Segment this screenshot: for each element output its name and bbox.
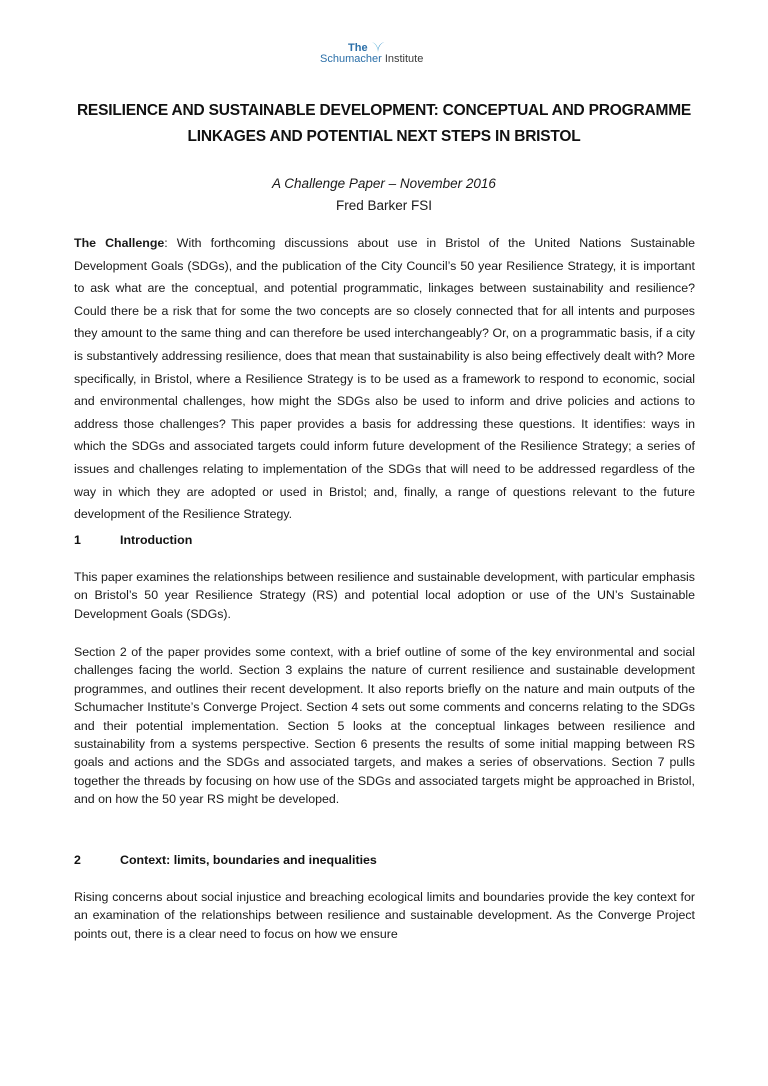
- document-author: Fred Barker FSI: [335, 198, 433, 213]
- document-subtitle: A Challenge Paper – November 2016: [272, 176, 496, 191]
- section-1-number: 1: [74, 533, 81, 547]
- logo-name-part1: Schumacher: [320, 53, 382, 65]
- logo-name: [320, 53, 423, 65]
- schumacher-institute-logo: [320, 42, 450, 72]
- challenge-label: The Challenge: [74, 236, 165, 250]
- section-1-title: Introduction: [120, 533, 193, 547]
- logo-name-part2: Institute: [381, 53, 424, 65]
- leaf-icon: [370, 40, 386, 54]
- section-2-title: Context: limits, boundaries and inequalities: [120, 853, 377, 867]
- section-1-heading: [74, 531, 695, 549]
- challenge-text: : With forthcoming discussions about use in Bristol of the United Nations Sustainable Development Goals (SDGs), and the publication of the City Council’s 50 year Resilience Strategy, it is important to ask what are the conceptual, and potential programmatic, linkages between sustainability and resilience? Could there be a risk that for some the two concepts are so closely connected that for all intents and purposes they amount to the same thing and can therefore be used interchangeably? Or, on a programmatic basis, if a city is substantively addressing resilience, does that mean that sustainability is also being effectively dealt with? More specifically, in Bristol, where a Resilience Strategy is to be used as a framework to respond to economic, social and environmental challenges, how might the SDGs also be used to inform and drive policies and actions to address those challenges? This paper provides a basis for addressing these questions. It identifies: ways in which the SDGs and associated targets could inform future development of the Resilience Strategy; a series of issues and challenges relating to implementation of the SDGs that will need to be addressed regardless of the way in which they are adopted or used in Bristol; and, finally, a range of questions relevant to the future development of the Resilience Strategy.: [74, 236, 696, 522]
- section-1-paragraph-2: Section 2 of the paper provides some context, with a brief outline of some of the key environmental and social challenges facing the world. Section 3 explains the nature of current resilience and sustainable development programmes, and outlines their recent development. It also reports briefly on the nature and main outputs of the Schumacher Institute’s Converge Project. Section 4 sets out some comments and concerns relating to the SDGs and their potential implementation. Section 5 looks at the conceptual linkages between resilience and sustainability from a systems perspective. Section 6 presents the results of some initial mapping between RS goals and actions and the SDGs and associated targets, and makes a series of observations. Section 7 pulls together the threads by focusing on how use of the SDGs and associated targets might be approached in Bristol, and on how the 50 year RS might be developed.: [74, 645, 695, 807]
- challenge-paragraph: [74, 232, 695, 526]
- section-2-paragraph-1: Rising concerns about social injustice and breaching ecological limits and boundaries provide the key context for an examination of the relationships between resilience and sustainable development. As the Converge Project points out, there is a clear need to focus on how we ensure: [74, 890, 695, 941]
- logo-the-text: The: [348, 42, 368, 54]
- section-1-paragraph-1: This paper examines the relationships between resilience and sustainable development, with particular emphasis on Bristol’s 50 year Resilience Strategy (RS) and potential local adoption or use of the UN’s Sustainable Development Goals (SDGs).: [74, 570, 695, 621]
- section-2-heading: [74, 851, 695, 869]
- section-2-number: 2: [74, 853, 81, 867]
- document-title: RESILIENCE AND SUSTAINABLE DEVELOPMENT: CONCEPTUAL AND PROGRAMME LINKAGES AND POTENTIAL NEXT STEPS IN BRISTOL: [76, 102, 692, 145]
